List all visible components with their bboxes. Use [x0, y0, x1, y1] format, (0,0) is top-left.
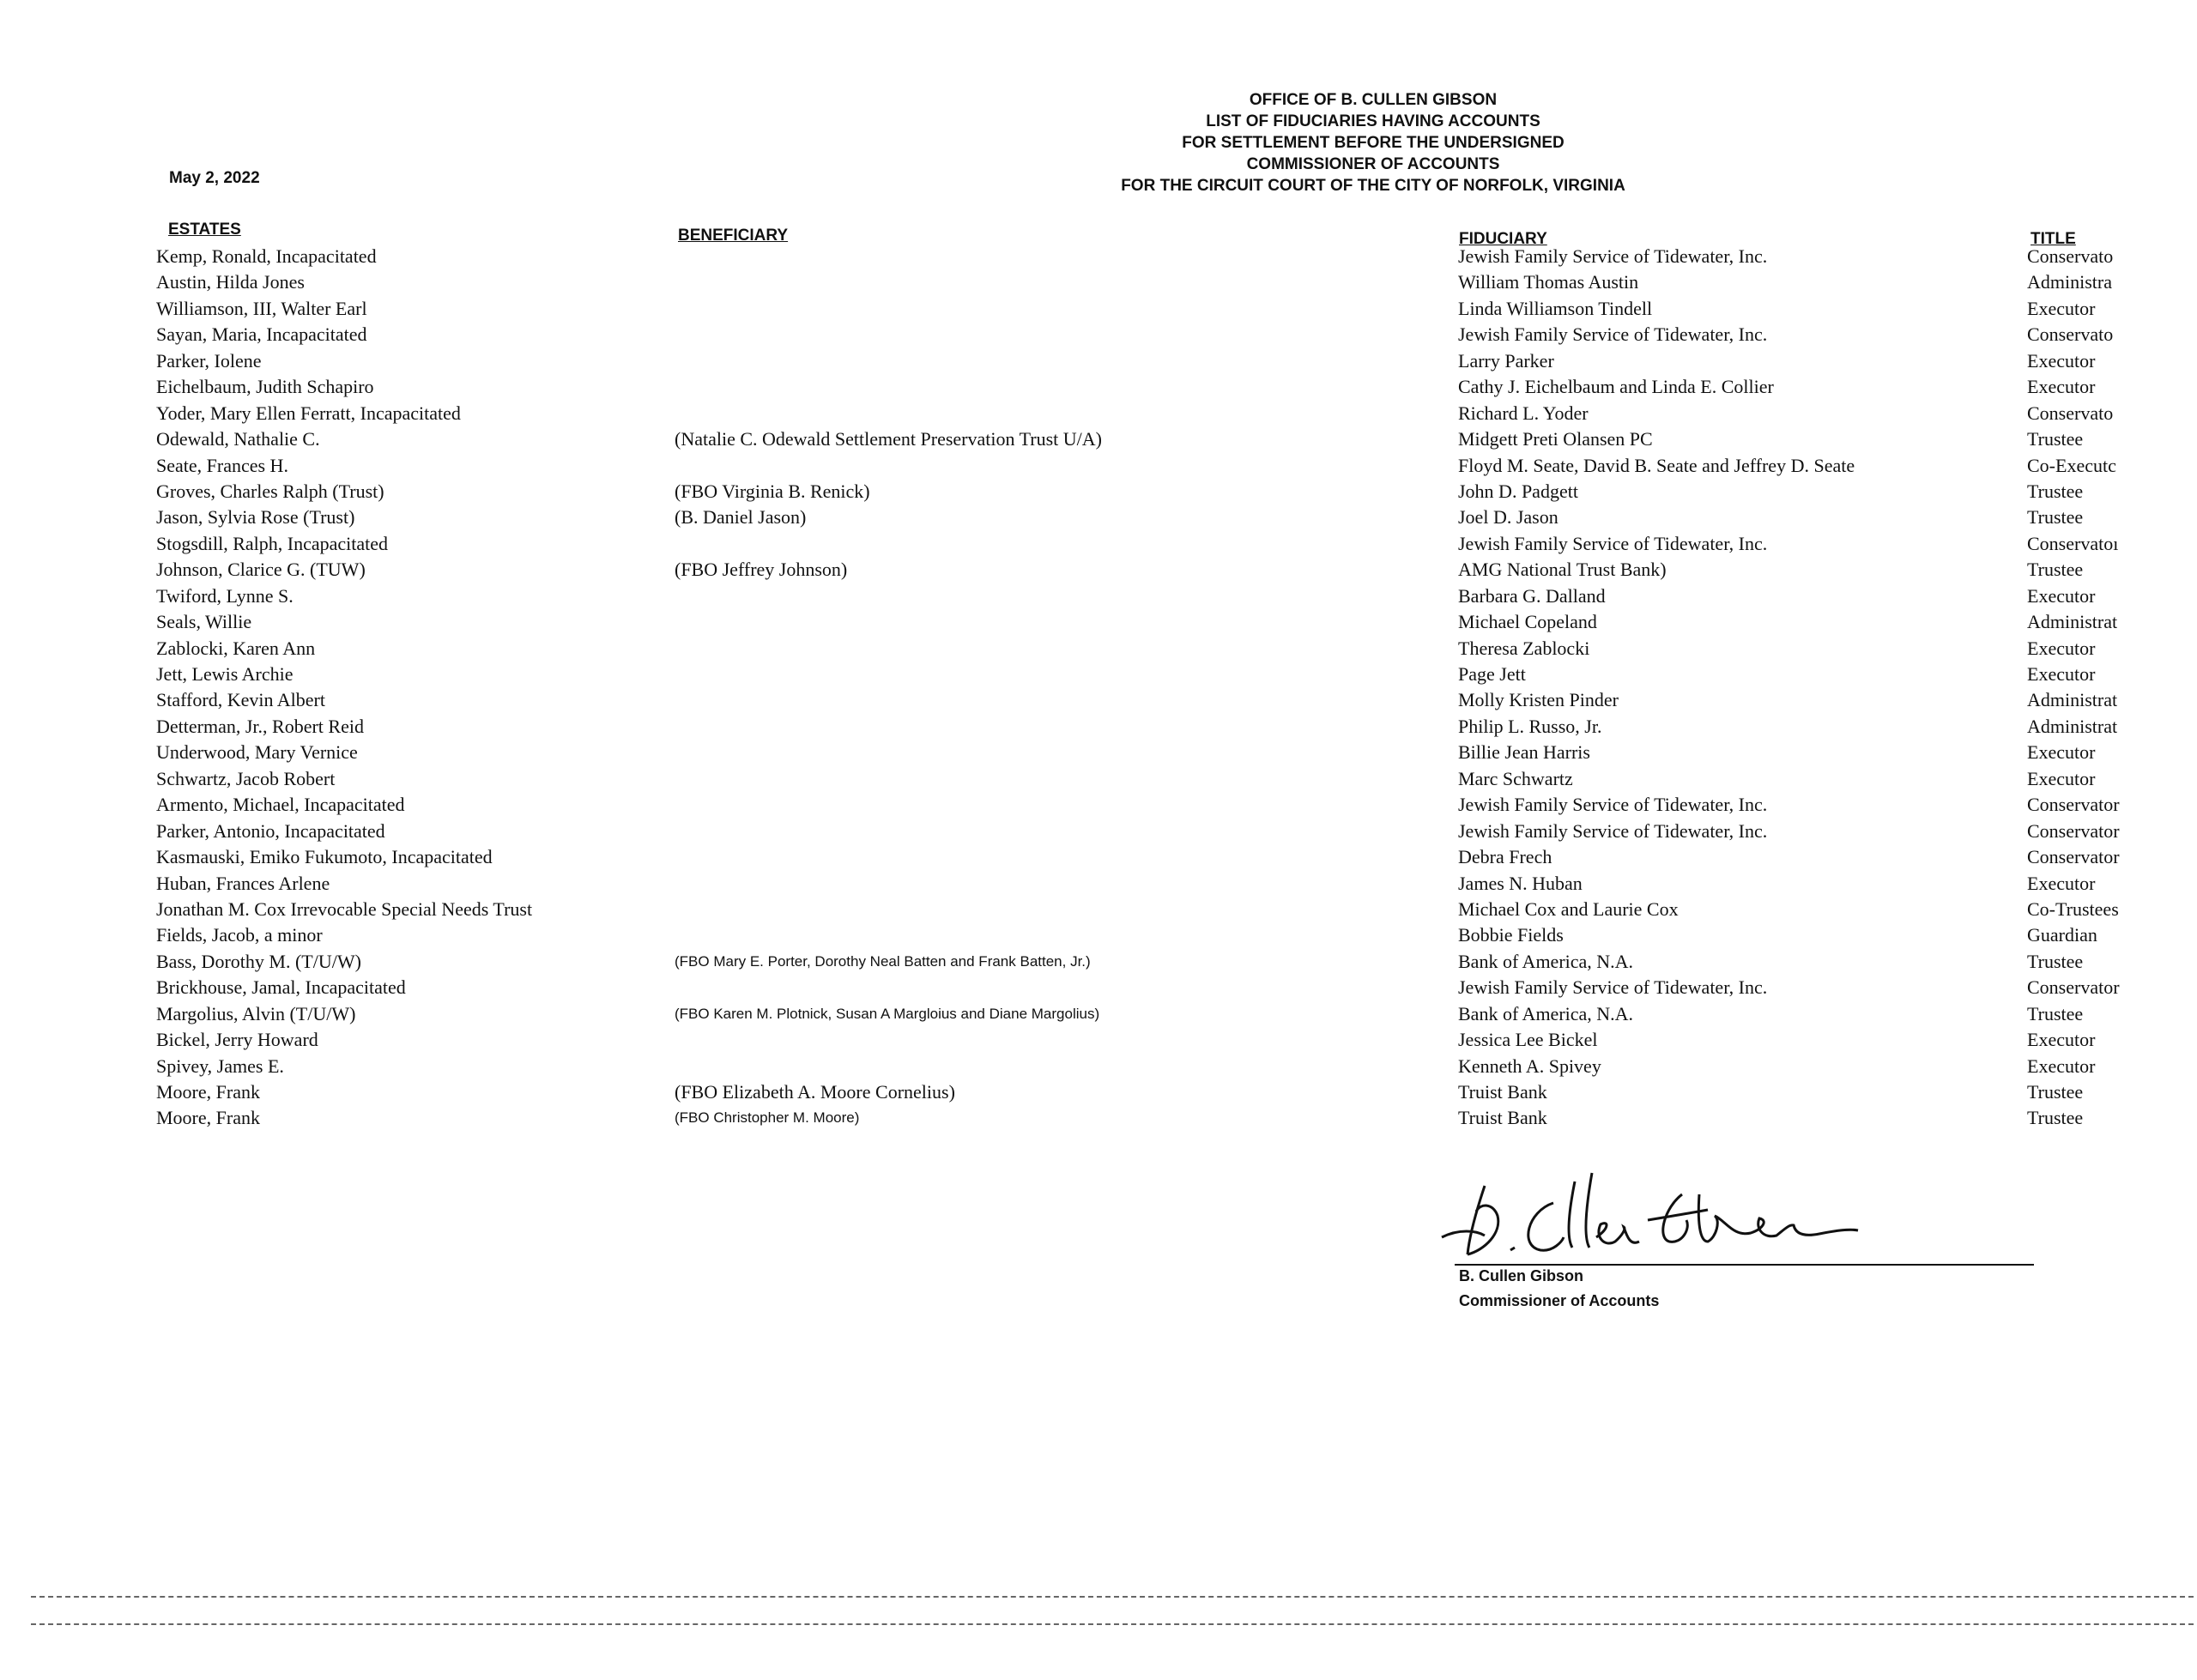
estate-cell: Twiford, Lynne S. — [156, 584, 294, 607]
title-cell: Conservator — [2027, 794, 2120, 816]
estate-cell: Zablocki, Karen Ann — [156, 637, 316, 659]
estate-cell: Johnson, Clarice G. (TUW) — [156, 559, 366, 581]
beneficiary-cell — [675, 871, 1102, 897]
fiduciary-column — [1458, 244, 1855, 1132]
beneficiary-column — [675, 244, 1102, 1132]
beneficiary-cell — [675, 348, 1102, 374]
fiduciary-cell: Billie Jean Harris — [1458, 741, 1590, 764]
fiduciary-cell: William Thomas Austin — [1458, 271, 1639, 293]
fiduciary-cell: Barbara G. Dalland — [1458, 584, 1606, 607]
document-header — [996, 89, 1751, 196]
estate-cell: Moore, Frank — [156, 1081, 260, 1103]
header-line: FOR SETTLEMENT BEFORE THE UNDERSIGNED — [1182, 134, 1565, 152]
title-cell: Administra — [2027, 271, 2112, 293]
beneficiary-cell — [675, 636, 1102, 662]
fiduciary-cell: Kenneth A. Spivey — [1458, 1055, 1601, 1077]
fiduciary-cell: Page Jett — [1458, 663, 1526, 685]
footer-rule — [31, 1596, 2194, 1598]
beneficiary-cell: (B. Daniel Jason) — [675, 506, 807, 529]
handwritten-signature — [1425, 1169, 1862, 1270]
signer-title: Commissioner of Accounts — [1459, 1292, 1660, 1309]
estate-cell: Stogsdill, Ralph, Incapacitated — [156, 532, 389, 554]
fiduciary-cell: Truist Bank — [1458, 1081, 1547, 1103]
fiduciary-cell: Jewish Family Service of Tidewater, Inc. — [1458, 819, 1768, 842]
title-cell: Conservatoı — [2027, 532, 2119, 554]
title-cell: Executor — [2027, 1029, 2096, 1051]
estate-cell: Spivey, James E. — [156, 1055, 284, 1077]
estate-cell: Austin, Hilda Jones — [156, 271, 305, 293]
title-cell: Executor — [2027, 376, 2096, 398]
fiduciary-cell: Jewish Family Service of Tidewater, Inc. — [1458, 323, 1768, 346]
beneficiary-cell — [675, 687, 1102, 713]
beneficiary-cell — [675, 662, 1102, 687]
estate-cell: Kasmauski, Emiko Fukumoto, Incapacitated — [156, 846, 493, 868]
estate-cell: Fields, Jacob, a minor — [156, 924, 323, 946]
signature-line — [1455, 1264, 2034, 1266]
fiduciary-cell: Jessica Lee Bickel — [1458, 1029, 1598, 1051]
estate-cell: Groves, Charles Ralph (Trust) — [156, 480, 384, 502]
title-cell: Conservato — [2027, 245, 2114, 267]
estate-cell: Odewald, Nathalie C. — [156, 428, 320, 450]
title-cell: Trustee — [2027, 950, 2084, 972]
beneficiary-cell — [675, 897, 1102, 922]
title-cell: Trustee — [2027, 480, 2084, 502]
fiduciary-cell: John D. Padgett — [1458, 480, 1578, 502]
fiduciary-cell: Floyd M. Seate, David B. Seate and Jeffrey D. Seate — [1458, 454, 1855, 476]
estate-cell: Seate, Frances H. — [156, 454, 288, 476]
fiduciary-cell: Joel D. Jason — [1458, 506, 1558, 529]
beneficiary-cell — [675, 975, 1102, 1000]
beneficiary-cell — [675, 453, 1102, 479]
estate-cell: Armento, Michael, Incapacitated — [156, 794, 405, 816]
estate-cell: Moore, Frank — [156, 1107, 260, 1129]
fiduciary-cell: Bank of America, N.A. — [1458, 1002, 1634, 1024]
beneficiary-cell — [675, 244, 1102, 269]
fiduciary-cell: Jewish Family Service of Tidewater, Inc. — [1458, 976, 1768, 999]
fiduciary-column-header: FIDUCIARY — [1459, 230, 1547, 248]
estate-cell: Jonathan M. Cox Irrevocable Special Needs Trust — [156, 897, 533, 920]
fiduciary-cell: Cathy J. Eichelbaum and Linda E. Collier — [1458, 376, 1774, 398]
fiduciary-cell: AMG National Trust Bank) — [1458, 559, 1667, 581]
estate-cell: Jett, Lewis Archie — [156, 663, 294, 685]
beneficiary-cell — [675, 766, 1102, 792]
title-cell: Trustee — [2027, 506, 2084, 529]
fiduciary-cell: Molly Kristen Pinder — [1458, 689, 1619, 711]
fiduciary-cell: Jewish Family Service of Tidewater, Inc. — [1458, 794, 1768, 816]
title-cell: Executor — [2027, 872, 2096, 894]
title-cell: Trustee — [2027, 1081, 2084, 1103]
title-cell: Trustee — [2027, 1107, 2084, 1129]
beneficiary-cell — [675, 922, 1102, 948]
fiduciary-cell: Truist Bank — [1458, 1107, 1547, 1129]
fiduciary-cell: Michael Copeland — [1458, 611, 1597, 633]
estate-cell: Jason, Sylvia Rose (Trust) — [156, 506, 355, 529]
title-cell: Executor — [2027, 767, 2096, 789]
fiduciary-cell: Philip L. Russo, Jr. — [1458, 715, 1602, 737]
title-cell: Executor — [2027, 1055, 2096, 1077]
title-cell: Executor — [2027, 741, 2096, 764]
beneficiary-cell — [675, 740, 1102, 765]
title-cell: Administrat — [2027, 715, 2118, 737]
estate-cell: Bass, Dorothy M. (T/U/W) — [156, 950, 361, 972]
beneficiary-column-header: BENEFICIARY — [678, 227, 789, 245]
estate-cell: Seals, Willie — [156, 611, 252, 633]
beneficiary-cell — [675, 714, 1102, 740]
header-line: FOR THE CIRCUIT COURT OF THE CITY OF NORFOLK, VIRGINIA — [1121, 177, 1625, 195]
estates-column — [156, 244, 532, 1132]
title-column-header: TITLE — [2031, 230, 2076, 248]
title-cell: Conservato — [2027, 402, 2114, 424]
beneficiary-cell — [675, 322, 1102, 347]
beneficiary-cell — [675, 401, 1102, 426]
beneficiary-cell: (FBO Virginia B. Renick) — [675, 480, 870, 502]
estate-cell: Brickhouse, Jamal, Incapacitated — [156, 976, 406, 999]
beneficiary-cell — [675, 1027, 1102, 1053]
estates-column-header: ESTATES — [168, 221, 241, 239]
estate-cell: Parker, Antonio, Incapacitated — [156, 819, 385, 842]
beneficiary-cell — [675, 792, 1102, 818]
title-cell: Conservator — [2027, 819, 2120, 842]
estate-cell: Stafford, Kevin Albert — [156, 689, 325, 711]
title-column — [2027, 244, 2120, 1132]
fiduciary-cell: Richard L. Yoder — [1458, 402, 1589, 424]
fiduciary-cell: Marc Schwartz — [1458, 767, 1573, 789]
title-cell: Co-Executc — [2027, 454, 2116, 476]
title-cell: Executor — [2027, 297, 2096, 319]
beneficiary-cell — [675, 609, 1102, 635]
fiduciary-cell: Theresa Zablocki — [1458, 637, 1590, 659]
beneficiary-cell — [675, 844, 1102, 870]
fiduciary-cell: James N. Huban — [1458, 872, 1583, 894]
footer-rule — [31, 1623, 2194, 1625]
estate-cell: Williamson, III, Walter Earl — [156, 297, 367, 319]
estate-cell: Underwood, Mary Vernice — [156, 741, 358, 764]
fiduciary-cell: Bobbie Fields — [1458, 924, 1564, 946]
fiduciary-cell: Jewish Family Service of Tidewater, Inc. — [1458, 245, 1768, 267]
fiduciary-cell: Debra Frech — [1458, 846, 1552, 868]
header-line: LIST OF FIDUCIARIES HAVING ACCOUNTS — [1206, 112, 1540, 130]
title-cell: Trustee — [2027, 559, 2084, 581]
title-cell: Executor — [2027, 349, 2096, 372]
document-date: May 2, 2022 — [169, 169, 260, 187]
beneficiary-cell — [675, 583, 1102, 609]
beneficiary-cell — [675, 531, 1102, 557]
fiduciary-cell: Midgett Preti Olansen PC — [1458, 428, 1653, 450]
beneficiary-cell — [675, 1054, 1102, 1079]
title-cell: Executor — [2027, 663, 2096, 685]
title-cell: Conservator — [2027, 976, 2120, 999]
title-cell: Trustee — [2027, 428, 2084, 450]
estate-cell: Margolius, Alvin (T/U/W) — [156, 1002, 356, 1024]
fiduciary-cell: Linda Williamson Tindell — [1458, 297, 1653, 319]
beneficiary-cell — [675, 269, 1102, 295]
title-cell: Conservato — [2027, 323, 2114, 346]
estate-cell: Detterman, Jr., Robert Reid — [156, 715, 364, 737]
beneficiary-cell: (FBO Mary E. Porter, Dorothy Neal Batten and Frank Batten, Jr.) — [675, 952, 1091, 970]
title-cell: Trustee — [2027, 1002, 2084, 1024]
beneficiary-cell: (FBO Karen M. Plotnick, Susan A Margloius and Diane Margolius) — [675, 1005, 1100, 1022]
estate-cell: Bickel, Jerry Howard — [156, 1029, 318, 1051]
fiduciary-cell: Bank of America, N.A. — [1458, 950, 1634, 972]
beneficiary-cell: (FBO Jeffrey Johnson) — [675, 559, 848, 581]
estate-cell: Schwartz, Jacob Robert — [156, 767, 336, 789]
signer-name: B. Cullen Gibson — [1459, 1267, 1584, 1284]
beneficiary-cell: (FBO Elizabeth A. Moore Cornelius) — [675, 1081, 955, 1103]
title-cell: Administrat — [2027, 611, 2118, 633]
estate-cell: Yoder, Mary Ellen Ferratt, Incapacitated — [156, 402, 461, 424]
fiduciary-cell: Larry Parker — [1458, 349, 1554, 372]
estate-cell: Parker, Iolene — [156, 349, 262, 372]
title-cell: Conservator — [2027, 846, 2120, 868]
header-line: OFFICE OF B. CULLEN GIBSON — [1249, 91, 1498, 109]
header-line: COMMISSIONER OF ACCOUNTS — [1246, 155, 1500, 173]
title-cell: Co-Trustees — [2027, 897, 2119, 920]
estate-cell: Eichelbaum, Judith Schapiro — [156, 376, 374, 398]
title-cell: Guardian — [2027, 924, 2097, 946]
estate-cell: Kemp, Ronald, Incapacitated — [156, 245, 377, 267]
beneficiary-cell: (FBO Christopher M. Moore) — [675, 1109, 860, 1127]
title-cell: Executor — [2027, 584, 2096, 607]
estate-cell: Sayan, Maria, Incapacitated — [156, 323, 367, 346]
beneficiary-cell — [675, 374, 1102, 400]
fiduciary-cell: Michael Cox and Laurie Cox — [1458, 897, 1679, 920]
beneficiary-cell — [675, 296, 1102, 322]
title-cell: Executor — [2027, 637, 2096, 659]
beneficiary-cell: (Natalie C. Odewald Settlement Preservation Trust U/A) — [675, 428, 1102, 450]
fiduciary-cell: Jewish Family Service of Tidewater, Inc. — [1458, 532, 1768, 554]
title-cell: Administrat — [2027, 689, 2118, 711]
beneficiary-cell — [675, 819, 1102, 844]
estate-cell: Huban, Frances Arlene — [156, 872, 330, 894]
